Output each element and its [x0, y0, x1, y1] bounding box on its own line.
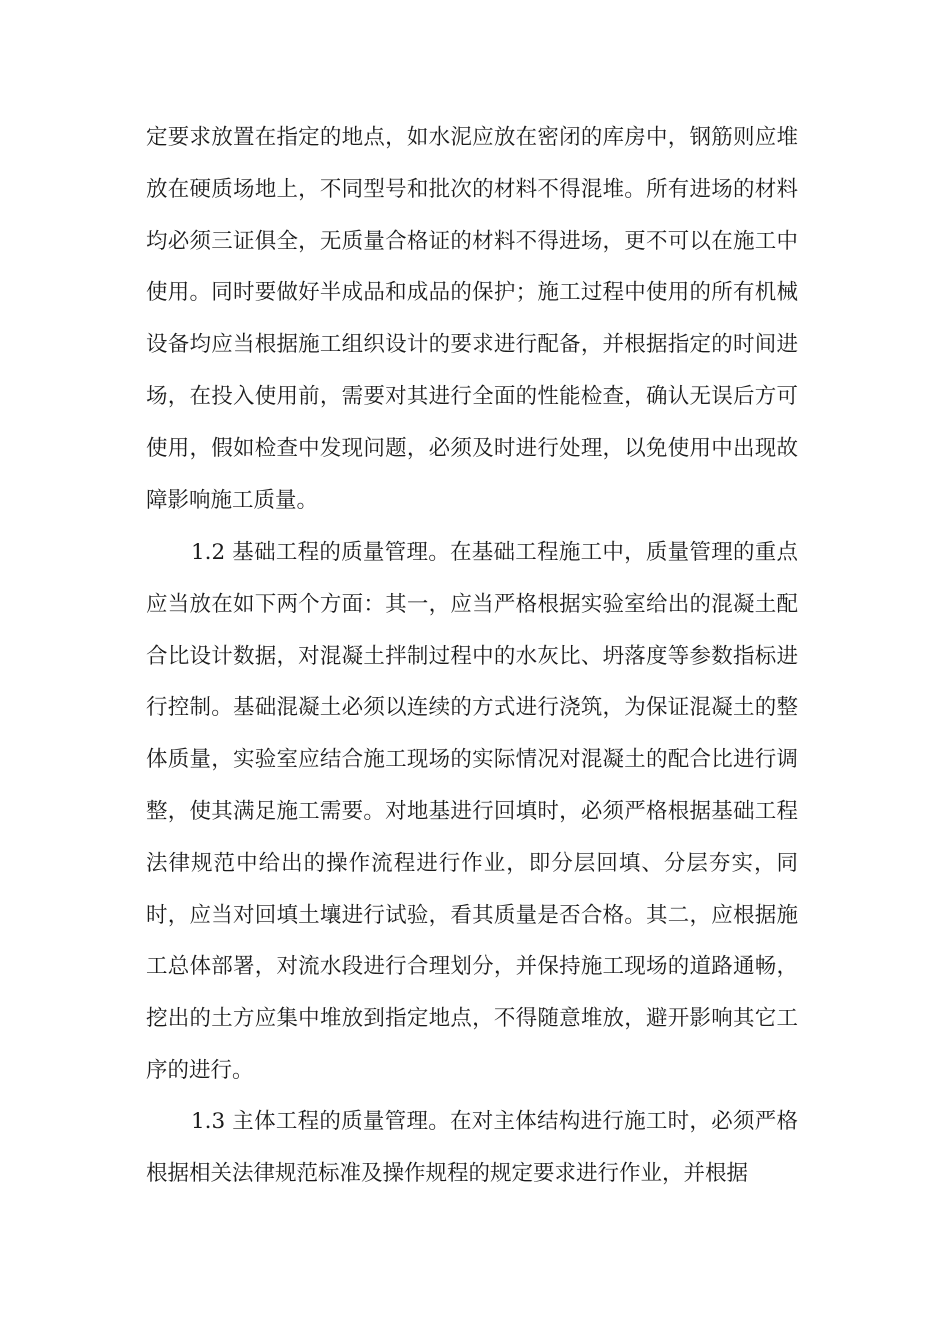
- paragraph-text: 1.3 主体工程的质量管理。在对主体结构进行施工时，必须严格根据相关法律规范标准及操作规程的规定要求进行作业，并根据: [146, 1109, 798, 1186]
- paragraph-main-structure-quality: [146, 1096, 798, 1200]
- paragraph-foundation-quality: [146, 527, 798, 1097]
- paragraph-continuation: [146, 112, 798, 526]
- paragraph-text: 1.2 基础工程的质量管理。在基础工程施工中，质量管理的重点应当放在如下两个方面：其一，应当严格根据实验室给出的混凝土配合比设计数据，对混凝土拌制过程中的水灰比、坍落度等参数指标进行控制。基础混凝土必须以连续的方式进行浇筑，为保证混凝土的整体质量，实验室应结合施工现场的实际情况对混凝土的配合比进行调整，使其满足施工需要。对地基进行回填时，必须严格根据基础工程法律规范中给出的操作流程进行作业，即分层回填、分层夯实，同时，应当对回填土壤进行试验，看其质量是否合格。其二，应根据施工总体部署，对流水段进行合理划分，并保持施工现场的道路通畅，挖出的土方应集中堆放到指定地点，不得随意堆放，避开影响其它工序的进行。: [146, 540, 798, 1083]
- paragraph-text: 定要求放置在指定的地点，如水泥应放在密闭的库房中，钢筋则应堆放在硬质场地上，不同型号和批次的材料不得混堆。所有进场的材料均必须三证俱全，无质量合格证的材料不得进场，更不可以在施工中使用。同时要做好半成品和成品的保护；施工过程中使用的所有机械设备均应当根据施工组织设计的要求进行配备，并根据指定的时间进场，在投入使用前，需要对其进行全面的性能检查，确认无误后方可使用，假如检查中发现问题，必须及时进行处理，以免使用中出现故障影响施工质量。: [146, 125, 798, 513]
